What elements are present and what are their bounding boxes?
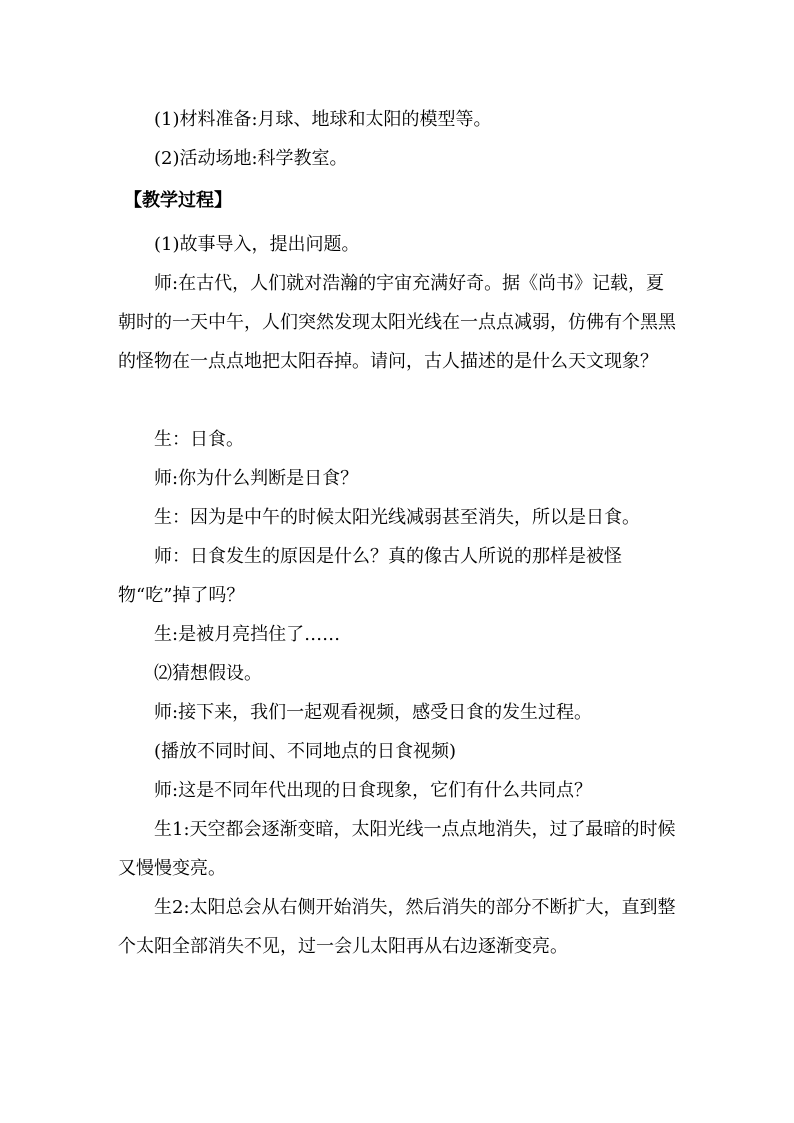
teacher-question-3: 师：日食发生的原因是什么？真的像古人所说的那样是被怪物“吃”掉了吗？ bbox=[118, 546, 622, 606]
teacher-question-2: 师:你为什么判断是日食？ bbox=[154, 468, 359, 489]
teacher-question-4: 师:这是不同年代出现的日食现象，它们有什么共同点？ bbox=[154, 780, 593, 801]
material-prep-text: (1)材料准备:月球、地球和太阳的模型等。 bbox=[154, 109, 492, 130]
video-stage-note: (播放不同时间、不同地点的日食视频) bbox=[154, 741, 457, 762]
hypothesis-step-text: ⑵猜想假设。 bbox=[154, 663, 262, 684]
student-answer-1: 生：日食。 bbox=[154, 429, 244, 450]
section-heading-teaching-process: 【教学过程】 bbox=[124, 190, 232, 211]
student-1-answer: 生1:天空都会逐渐变暗，太阳光线一点点地消失，过了最暗的时候又慢慢变亮。 bbox=[118, 819, 676, 879]
student-2-answer: 生2:太阳总会从右侧开始消失，然后消失的部分不断扩大，直到整个太阳全部消失不见，过一会儿太阳再从右边逐渐变亮。 bbox=[118, 897, 676, 957]
student-answer-3: 生:是被月亮挡住了…… bbox=[154, 624, 341, 645]
student-answer-2: 生：因为是中午的时候太阳光线减弱甚至消失，所以是日食。 bbox=[154, 507, 640, 528]
story-intro-text: (1)故事导入，提出问题。 bbox=[154, 234, 360, 255]
teacher-instruction-video: 师:接下来，我们一起观看视频，感受日食的发生过程。 bbox=[154, 702, 593, 723]
activity-venue-text: (2)活动场地:科学教室。 bbox=[154, 148, 348, 169]
teacher-question-1: 师:在古代，人们就对浩瀚的宇宙充满好奇。据《尚书》记载，夏朝时的一天中午，人们突然发现太阳光线在一点点减弱，仿佛有个黑黑的怪物在一点点地把太阳吞掉。请问，古人描述的是什么天文现象？ bbox=[118, 273, 676, 372]
